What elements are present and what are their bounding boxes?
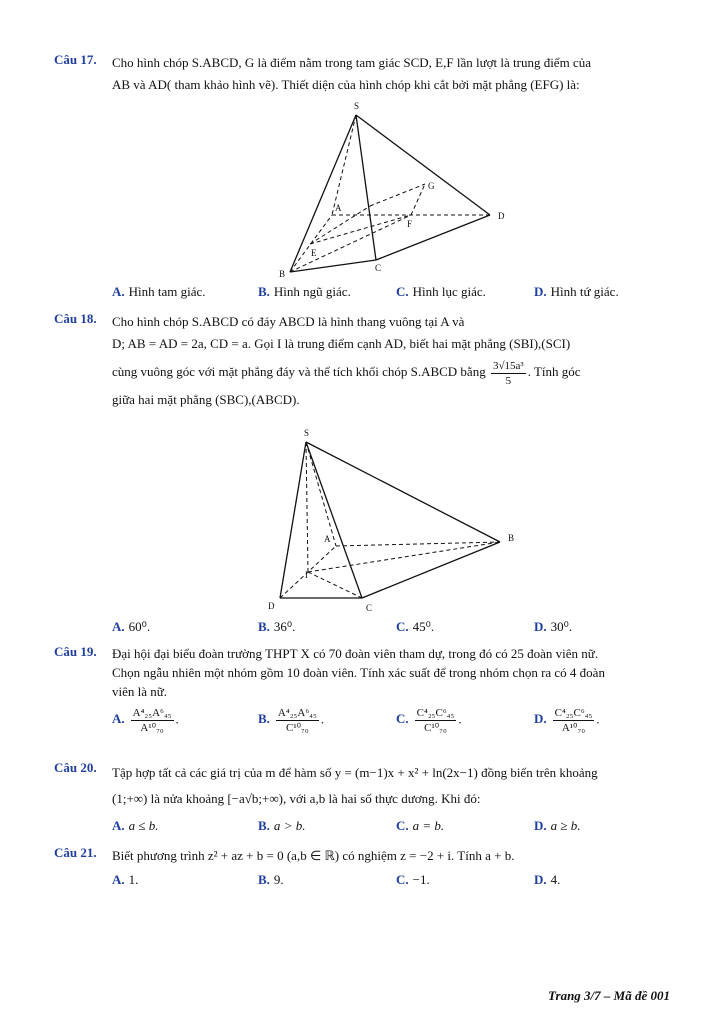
option-b[interactable]: B. Hình ngũ giác. [258,284,351,299]
option-d[interactable]: D. a ≥ b. [534,818,581,833]
label-E: E [311,248,317,258]
label-A: A [335,203,342,213]
option-d[interactable]: D. 4. [534,872,561,887]
label-I: I [305,570,308,580]
question-text: Đại hội đại biểu đoàn trường THPT X có 70 đoàn viên tham dự, trong đó có 25 đoàn viên nữ. Chọn ngẫu nhiên một nhóm gồm 10 đoàn viên. Tính xác suất để trong nhóm chọn ra có 4 đoàn viên là nữ. [112,646,605,699]
label-C: C [375,263,382,273]
question-18 [54,311,674,411]
options-18 [112,619,672,639]
label-C: C [366,603,373,613]
option-c[interactable]: C. Hình lục giác. [396,284,486,299]
option-a[interactable]: A. 1. [112,872,139,887]
question-label: Câu 17. [54,52,97,67]
question-label: Câu 20. [54,760,97,775]
question-label: Câu 19. [54,644,97,659]
option-a[interactable]: A. a ≤ b. [112,818,159,833]
option-c[interactable]: C. −1. [396,872,430,887]
option-c[interactable]: C. a = b. [396,818,445,833]
options-19 [112,706,672,746]
option-d[interactable]: D. 30⁰. [534,619,573,634]
question-text: Cho hình chóp S.ABCD, G là điểm nằm trong tam giác SCD, E,F lần lượt là trung điểm của AB và AD( tham khảo hình vẽ). Thiết diện của hình chóp khi cắt bởi mặt phẳng (EFG) là: [112,55,591,92]
pyramid-figure-18 [262,428,522,616]
option-a[interactable]: A. Hình tam giác. [112,284,206,299]
page-footer: Trang 3/7 – Mã đề 001 [548,988,670,1003]
option-c[interactable]: C. 45⁰. [396,619,435,634]
pyramid-figure-17 [270,98,520,282]
options-20 [112,818,672,838]
question-label: Câu 18. [54,311,97,326]
option-b[interactable]: B. 9. [258,872,284,887]
question-label: Câu 21. [54,845,97,860]
question-text: Biết phương trình z² + az + b = 0 (a,b ∈ ℝ) có nghiệm z = −2 + i. Tính a + b. [112,848,515,863]
label-G: G [428,181,435,191]
volume-fraction: $\frac{\text{3√15a³}}{5}$ [492,359,524,387]
option-b[interactable]: B. $\frac{\text{A⁴₂₅A⁶₄₅}}{\text{C¹⁰₇₀}}$ . [258,707,325,734]
label-S: S [304,428,310,438]
options-17 [112,284,672,304]
question-20 [54,760,674,812]
question-19 [54,644,674,701]
label-B: B [508,533,515,543]
label-D: D [498,211,505,221]
option-d[interactable]: D. Hình tứ giác. [534,284,619,299]
label-S: S [354,101,360,111]
label-F: F [407,219,413,229]
option-c[interactable]: C. $\frac{\text{C⁴₂₅C⁶₄₅}}{\text{C¹⁰₇₀}}$ . [396,707,462,734]
question-text: Tập hợp tất cả các giá trị của m để hàm số y = (m−1)x + x² + ln(2x−1) đồng biến trên khoảng (1;+∞) là nửa khoảng [−a√b;+∞), với a,b là hai số thực dương. Khi đó: [112,765,598,806]
option-b[interactable]: B. a > b. [258,818,306,833]
label-A: A [324,534,331,544]
option-a[interactable]: A. $\frac{\text{A⁴₂₅A⁶₄₅}}{\text{A¹⁰₇₀}}$ . [112,707,179,734]
options-21 [112,872,672,892]
label-B: B [279,269,286,279]
question-text: Cho hình chóp S.ABCD có đáy ABCD là hình thang vuông tại A và D; AB = AD = 2a, CD = a. Gọi I là trung điểm cạnh AD, biết hai mặt phẳng (SBI),(SCI) cùng vuông góc với mặt phẳng đáy và thể tích khối chóp S.ABCD bằng $\frac{\text{3√15a³}}{5}$ . Tính góc giữa hai mặt phẳng (SBC),(ABCD). [112,314,581,407]
option-a[interactable]: A. 60⁰. [112,619,151,634]
question-17 [54,52,674,96]
option-b[interactable]: B. 36⁰. [258,619,296,634]
question-21 [54,845,674,867]
label-D: D [268,601,275,611]
option-d[interactable]: D. $\frac{\text{C⁴₂₅C⁶₄₅}}{\text{A¹⁰₇₀}}$ . [534,707,600,734]
